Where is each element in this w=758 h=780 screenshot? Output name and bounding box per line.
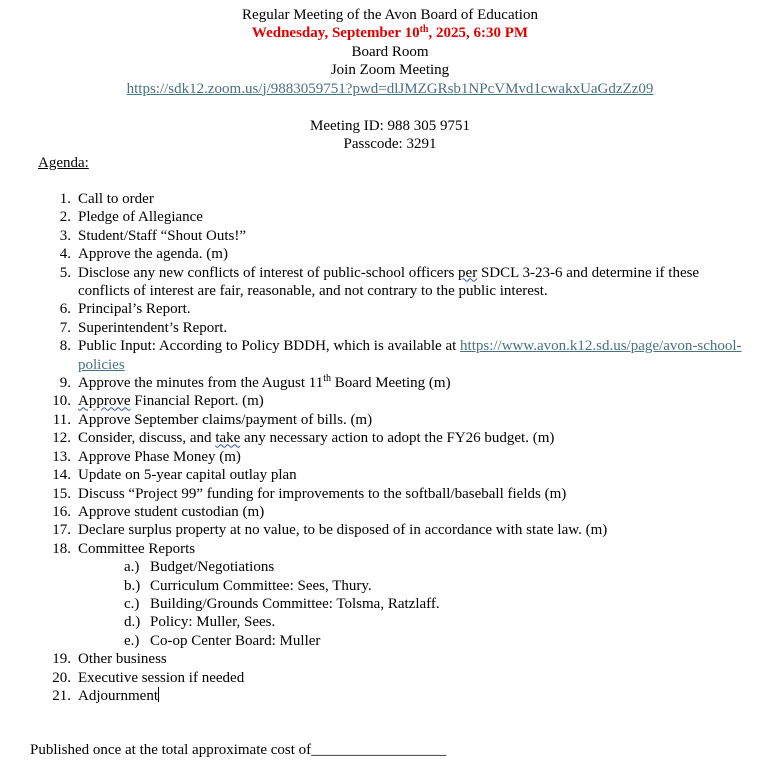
agenda-item: 11. Approve September claims/payment of bills. (m) <box>52 411 373 428</box>
agenda-item: 10. Approve Financial Report. (m) <box>52 393 264 410</box>
agenda-item: 7. Superintendent’s Report. <box>59 319 228 336</box>
policies-link[interactable]: https://www.avon.k12.sd.us/page/avon-school-policies <box>78 338 742 373</box>
agenda-item: 9. Approve the minutes from the August 11th Board Meeting (m) <box>59 373 451 392</box>
committee-item: b.) Curriculum Committee: Sees, Thury. <box>124 577 372 594</box>
agenda-item: 14. Update on 5-year capital outlay plan <box>52 467 297 484</box>
document-header <box>0 6 758 98</box>
committee-item: a.) Budget/Negotiations <box>124 559 275 576</box>
agenda-item: 15. Discuss “Project 99” funding for improvements to the softball/baseball fields (m) <box>52 485 567 502</box>
meeting-date: Wednesday, September 10th, 2025, 6:30 PM <box>251 24 529 42</box>
zoom-label: Join Zoom Meeting <box>330 62 450 79</box>
agenda-item: 18. Committee Reports a.) Budget/Negotiations b.) Curriculum Committee: Sees, Thury. c.) Building/Grounds Committee: Tolsma, Ratzlaff. d.) Policy: Muller, Sees. e.) Co-op Center Board: Muller <box>0 540 758 650</box>
committee-list <box>78 558 744 650</box>
agenda-item: 21. Adjournment <box>52 687 158 704</box>
cost-blank: __________________ <box>311 742 447 758</box>
agenda-item: 16. Approve student custodian (m) <box>52 503 265 520</box>
agenda-item: 20. Executive session if needed <box>52 669 245 686</box>
agenda-item: 6. Principal’s Report. <box>59 301 191 318</box>
agenda-item: 8. Public Input: According to Policy BDDH, which is available at https://www.avon.k12.sd.us/page/avon-school-policies <box>59 338 742 373</box>
text-cursor <box>158 687 159 702</box>
agenda-list <box>0 190 758 705</box>
agenda-item: 1. Call to order <box>59 191 154 207</box>
passcode: Passcode: 3291 <box>343 136 437 153</box>
zoom-link[interactable]: https://sdk12.zoom.us/j/9883059751?pwd=dlJMZGRsb1NPcVMvd1cwakxUaGdzZz09 <box>126 80 654 97</box>
committee-item: c.) Building/Grounds Committee: Tolsma, Ratzlaff. <box>124 595 440 612</box>
agenda-item: 12. Consider, discuss, and take any necessary action to adopt the FY26 budget. (m) <box>52 430 555 447</box>
meeting-credentials <box>0 117 758 154</box>
agenda-item: 4. Approve the agenda. (m) <box>59 246 228 263</box>
publication-footer: Published once at the total approximate cost of__________________ <box>30 742 447 758</box>
meeting-title: Regular Meeting of the Avon Board of Education <box>242 7 538 23</box>
agenda-item: 5. Disclose any new conflicts of interest of public-school officers per SDCL 3-23-6 and determine if these conflicts of interest are fair, reasonable, and not contrary to the public interest. <box>59 264 700 300</box>
committee-item: d.) Policy: Muller, Sees. <box>124 614 276 631</box>
agenda-heading: Agenda: <box>38 155 89 171</box>
agenda-item: 2. Pledge of Allegiance <box>59 209 203 226</box>
agenda-item: 3. Student/Staff “Shout Outs!” <box>59 227 247 244</box>
meeting-id: Meeting ID: 988 305 9751 <box>310 118 470 134</box>
agenda-item: 13. Approve Phase Money (m) <box>52 448 241 465</box>
agenda-item: 17. Declare surplus property at no value, to be disposed of in accordance with state law. (m) <box>52 522 608 539</box>
agenda-item: 19. Other business <box>52 651 167 668</box>
meeting-location: Board Room <box>351 43 429 60</box>
committee-item: e.) Co-op Center Board: Muller <box>124 632 321 649</box>
